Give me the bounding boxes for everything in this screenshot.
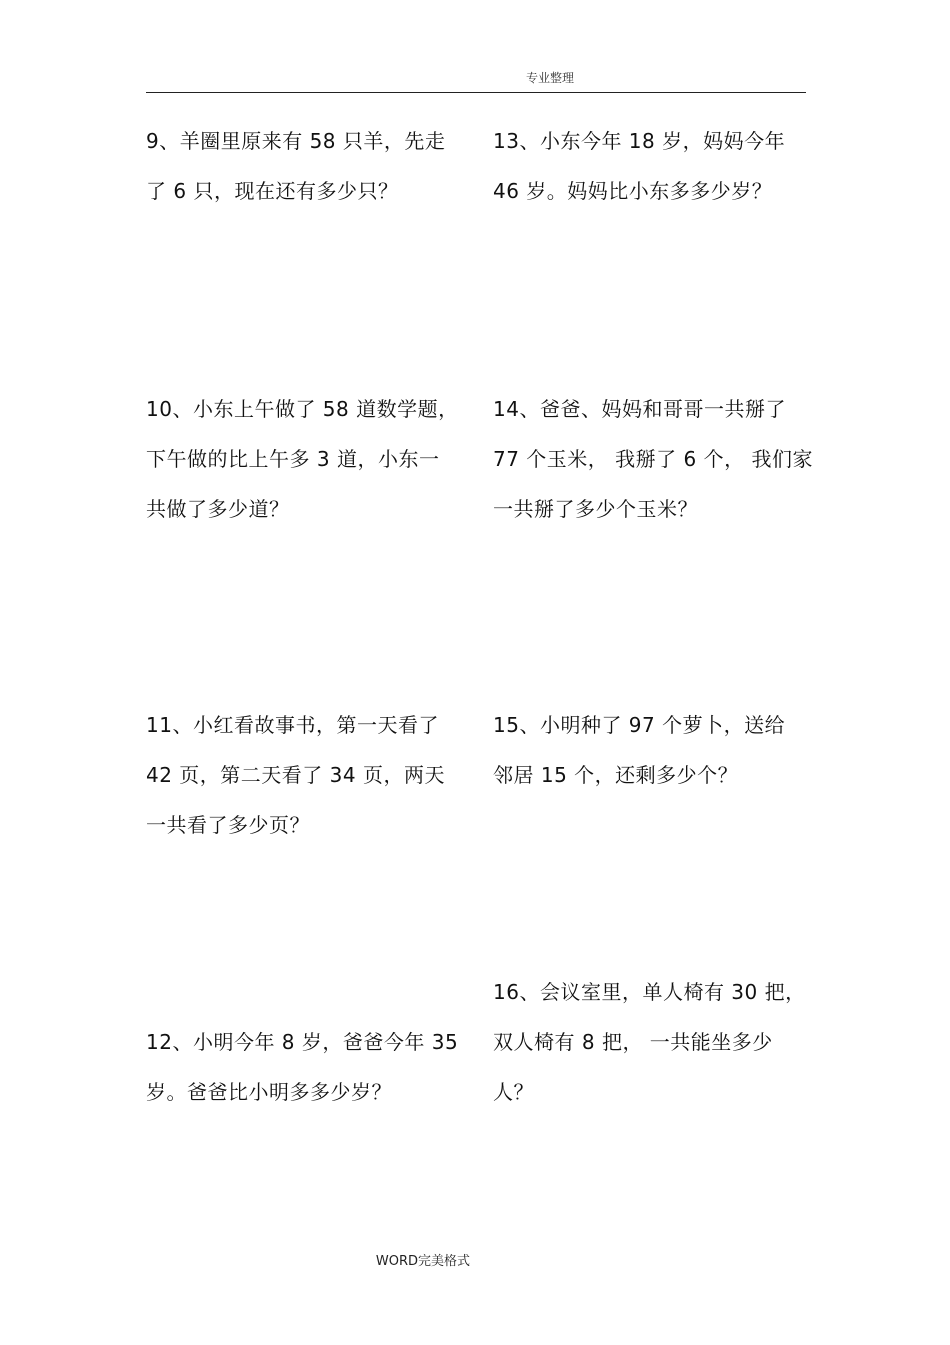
problem-line: 11、小红看故事书，第一天看了: [146, 713, 439, 737]
problem-line: 15、小明种了 97 个萝卜，送给: [493, 713, 786, 737]
problem-line: 一共掰了多少个玉米？: [493, 497, 698, 521]
problem-line: 42 页，第二天看了 34 页，两天: [146, 763, 445, 787]
problem-line: 12、小明今年 8 岁，爸爸今年 35: [146, 1030, 459, 1054]
problem-line: 16、会议室里，单人椅有 30 把，: [493, 980, 806, 1004]
page-header: [146, 70, 806, 93]
problem-12: [146, 1017, 466, 1117]
problem-line: 了 6 只，现在还有多少只？: [146, 179, 399, 203]
problem-line: 人？: [493, 1080, 534, 1104]
problem-line: 77 个玉米， 我掰了 6 个， 我们家: [493, 447, 813, 471]
problem-10: [146, 384, 466, 534]
problem-15: [493, 700, 813, 800]
problem-16: [493, 967, 813, 1117]
problem-line: 共做了多少道？: [146, 497, 290, 521]
problem-line: 一共看了多少页？: [146, 813, 310, 837]
page-footer: WORD完美格式: [375, 1254, 471, 1269]
problem-line: 邻居 15 个，还剩多少个？: [493, 763, 739, 787]
problem-9: [146, 116, 466, 216]
problem-line: 双人椅有 8 把， 一共能坐多少: [493, 1030, 773, 1054]
problem-line: 下午做的比上午多 3 道，小东一: [146, 447, 440, 471]
problem-13: [493, 116, 813, 216]
problem-line: 14、爸爸、妈妈和哥哥一共掰了: [493, 397, 786, 421]
header-text: 专业整理: [525, 71, 574, 85]
problem-line: 10、小东上午做了 58 道数学题，: [146, 397, 459, 421]
problem-line: 46 岁。妈妈比小东多多少岁？: [493, 179, 773, 203]
problem-line: 9、羊圈里原来有 58 只羊，先走: [146, 129, 446, 153]
problem-line: 13、小东今年 18 岁，妈妈今年: [493, 129, 786, 153]
problem-11: [146, 700, 466, 850]
problem-line: 岁。爸爸比小明多多少岁？: [146, 1080, 392, 1104]
problem-14: [493, 384, 813, 534]
